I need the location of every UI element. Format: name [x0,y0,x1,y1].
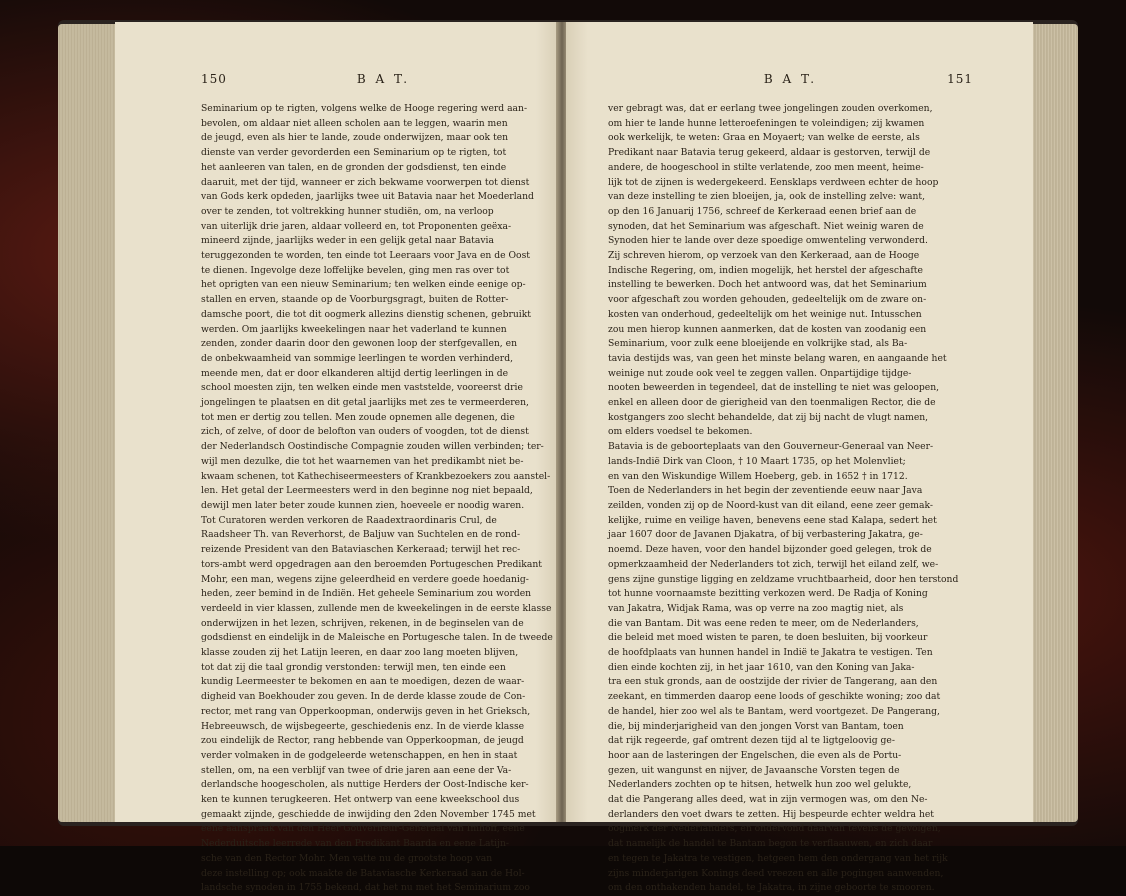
text-line: ken te kunnen terugkeeren. Het ontwerp van eene kweekschool dus [201,794,520,806]
text-line: Raadsheer Th. van Reverhorst, de Baljuw van Suchtelen en de rond- [201,529,521,541]
text-line: len. Het getal der Leermeesters werd in den beginne nog niet bepaald, [201,485,533,497]
text-line: en tegen te Jakatra te vestigen, hetgeen hem den ondergang van het rijk [608,852,948,864]
text-line: dienste van verder gevorderden een Seminarium op te rigten, tot [201,147,507,159]
right-page [566,22,1033,894]
text-line: dien einde kochten zij, in het jaar 1610, van den Koning van Jaka- [608,661,915,673]
text-line: gens zijne gunstige ligging en zeldzame vruchtbaarheid, door hen terstond [608,573,959,585]
text-line: meende men, dat er door elkanderen altijd dertig leerlingen in de [201,367,509,379]
text-line: ook werkelijk, te weten: Graa en Moyaert; van welke de eerste, als [608,132,920,144]
text-line: weinige nut zoude ook veel te zeggen vallen. Onpartijdige tijdge- [608,367,912,379]
text-line: op den 16 Januarij 1756, schreef de Kerkeraad eenen brief aan de [608,205,917,217]
text-line: de jeugd, even als hier te lande, zoude onderwijzen, maar ook ten [201,132,509,144]
text-line: gezen, uit wangunst en nijver, de Javaansche Vorsten tegen de [608,764,900,776]
text-line: Seminarium, voor zulk eene bloeijende en volkrijke stad, als Ba- [608,338,908,350]
text-line: Batavia is de geboorteplaats van den Gouverneur-Generaal van Neer- [608,441,934,453]
text-line: het oprigten van een nieuw Seminarium; ten welken einde eenige op- [201,279,526,291]
page-edges-left [58,24,118,822]
text-line: stallen en erven, staande op de Voorburgsgragt, buiten de Rotter- [201,294,509,306]
text-line: der Nederlandsch Oostindische Compagnie zouden willen verbinden; ter- [201,441,544,453]
text-line: tot hunne voornaamste bezitting verkozen werd. De Radja of Koning [608,588,928,600]
text-line: digheid van Boekhouder zou geven. In de derde klasse zoude de Con- [201,691,526,703]
text-line: zeilden, vonden zij op de Noord-kust van dit eiland, eene zeer gemak- [608,499,933,511]
text-line: Tot Curatoren werden verkoren de Raadextraordinaris Crul, de [201,514,497,526]
text-line: Zij schreven hierom, op verzoek van den Kerkeraad, aan de Hooge [608,250,920,262]
text-line: stellen, om, na een verblijf van twee of drie jaren aan eene der Va- [201,764,512,776]
text-line: van deze instelling te zien bloeijen, ja, ook de instelling zelve: want, [608,191,926,203]
text-line: gemaakt zijnde, geschiedde de inwijding den 2den November 1745 met [201,808,536,820]
text-line: mineerd zijnde, jaarlijks weder in een gelijk getal naar Batavia [201,235,494,247]
text-line: zijns minderjarigen Konings deed vreezen en alle pogingen aanwenden, [608,867,944,879]
left-page-number: 150 [201,72,227,86]
text-line: tot dat zij die taal grondig verstonden: terwijl men, ten einde een [201,661,506,673]
text-line: Indische Regering, om, indien mogelijk, het herstel der afgeschafte [608,264,923,276]
text-line: andere, de hoogeschool in stilte verlatende, zoo men meent, heime- [608,161,924,173]
text-line: teruggezonden te worden, ten einde tot Leeraars voor Java en de Oost [201,250,530,262]
text-line: jongelingen te plaatsen en dit getal jaarlijks met zes te vermeerderen, [201,397,529,409]
text-line: eene aanspraak van den Heer Gouverneur-Generaal van Imhoff, eene [201,823,525,835]
text-line: van Jakatra, Widjak Rama, was op verre na zoo magtig niet, als [608,602,904,614]
text-line: verder volmaken in de godgeleerde wetenschappen, en hen in staat [201,749,518,761]
text-line: enkel en alleen door de gierigheid van den toenmaligen Rector, die de [608,397,936,409]
text-line: jaar 1607 door de Javanen Djakatra, of bij verbastering Jakatra, ge- [608,529,923,541]
text-line: Nederlanders zochten op te hitsen, hetwelk hun zoo wel gelukte, [608,779,912,791]
text-line: reizende President van den Bataviaschen Kerkeraad; terwijl het rec- [201,544,521,556]
text-line: zou eindelijk de Rector, rang hebbende van Opperkoopman, de jeugd [201,735,524,747]
text-line: zeekant, en timmerden daarop eene loods of geschikte woning; zoo dat [608,691,941,703]
left-running-head: B A T. [356,72,411,86]
left-page-body [201,102,566,896]
text-line: oogmerk der Nederlanders, en ondervond daarvan tevens de gevolgen, [608,823,941,835]
text-line: van Gods kerk opdeden, jaarlijks twee uit Batavia naar het Moederland [201,191,534,203]
text-line: die van Bantam. Dit was eene reden te meer, om de Nederlanders, [608,617,919,629]
text-line: onderwijzen in het lezen, schrijven, rekenen, in de beginselen van de [201,617,524,629]
text-line: de onbekwaamheid van sommige leerlingen te worden verhinderd, [201,352,514,364]
text-line: dat namelijk de handel te Bantam begon te verflaauwen, en zich daar [608,838,933,850]
text-line: kostgangers zoo slecht behandelde, dat zij bij nacht de vlugt namen, [608,411,929,423]
text-line: deze instelling op; ook maakte de Bataviasche Kerkeraad aan de Hol- [201,867,525,879]
text-line: klasse zouden zij het Latijn leeren, en daar zoo lang moeten blijven, [201,647,519,659]
text-line: te dienen. Ingevolge deze loffelijke bevelen, ging men ras over tot [201,264,510,276]
text-line: kosten van onderhoud, gedeeltelijk om het weinige nut. Intusschen [608,308,922,320]
text-line: tra een stuk gronds, aan de oostzijde der rivier de Tangerang, aan den [608,676,938,688]
text-line: kundig Leermeester te bekomen en aan te moedigen, dezen de waar- [201,676,525,688]
right-page-number: 151 [947,72,973,86]
text-line: de handel, hier zoo wel als te Bantam, werd voortgezet. De Pangerang, [608,705,940,717]
text-line: noemd. Deze haven, voor den handel bijzonder goed gelegen, trok de [608,544,932,556]
page-edges-right [1030,24,1078,822]
text-line: wijl men dezulke, die tot het waarnemen van het predikambt niet be- [201,455,524,467]
text-line: om hier te lande hunne letteroefeningen te voleindigen; zij kwamen [608,117,925,129]
text-line: Toen de Nederlanders in het begin der zeventiende eeuw naar Java [608,485,923,497]
text-line: verdeeld in vier klassen, zullende men de kweekelingen in de eerste klasse [201,602,552,614]
text-line: hoor aan de lasteringen der Engelschen, die even als de Portu- [608,749,902,761]
text-line: godsdienst en eindelijk in de Maleische en Portugesche talen. In de tweede [201,632,553,644]
text-line: heden, zeer bemind in de Indiën. Het geheele Seminarium zou worden [201,588,532,600]
text-line: nooten beweerden in tegendeel, dat de instelling te niet was geloopen, [608,382,940,394]
text-line: Hebreeuwsch, de wijsbegeerte, geschiedenis enz. In de vierde klasse [201,720,525,732]
right-running-head: B A T. [763,72,818,86]
text-line: derlandsche hoogescholen, als nuttige Herders der Oost-Indische ker- [201,779,529,791]
text-line: die beleid met moed wisten te paren, te doen besluiten, bij voorkeur [608,632,928,644]
text-line: over te zenden, tot voltrekking hunner studiën, om, na verloop [201,205,494,217]
text-line: bevolen, om aldaar niet alleen scholen aan te leggen, waarin men [201,117,508,129]
text-line: Seminarium op te rigten, volgens welke de Hooge regering werd aan- [201,103,528,114]
text-line: Synoden hier te lande over deze spoedige omwenteling verwonderd. [608,235,928,247]
text-line: zich, of zelve, of door de belofton van ouders of voogden, tot de dienst [201,426,529,438]
text-line: lands-Indië Dirk van Cloon, † 10 Maart 1735, op het Molenvliet; [608,455,906,467]
text-line: en van den Wiskundige Willem Hoeberg, geb. in 1652 † in 1712. [608,470,908,482]
text-line: opmerkzaamheid der Nederlanders tot zich, terwijl het eiland zelf, we- [608,558,939,570]
text-line: daaruit, met der tijd, wanneer er zich bekwame voorwerpen tot dienst [201,176,530,188]
text-line: om elders voedsel te bekomen. [608,426,753,438]
right-page-header [608,72,973,94]
text-line: school moesten zijn, ten welken einde men vaststelde, vooreerst drie [201,382,523,394]
text-line: van uiterlijk drie jaren, aldaar volleerd en, tot Proponenten geëxa- [201,220,512,232]
text-line: tors-ambt werd opgedragen aan den beroemden Portugeschen Predikant [201,558,542,570]
text-line: instelling te bewerken. Doch het antwoord was, dat het Seminarium [608,279,927,291]
text-line: dat die Pangerang alles deed, wat in zijn vermogen was, om den Ne- [608,794,928,806]
text-line: landsche synoden in 1755 bekend, dat het nu met het Seminarium zoo [201,882,530,894]
text-line: om den onthakenden handel, te Jakatra, in zijne geboorte te smooren. [608,882,935,894]
text-line: zou men hierop kunnen aanmerken, dat de kosten van zoodanig een [608,323,927,335]
text-line: kwaam schenen, tot Kathechiseermeesters of Krankbezoekers zou aanstel- [201,470,551,482]
text-line: Predikant naar Batavia terug gekeerd, aldaar is gestorven, terwijl de [608,147,931,159]
text-line: dewijl men later beter zoude kunnen zien, hoeveele er noodig waren. [201,499,525,511]
text-line: Mohr, een man, wegens zijne geleerdheid en verdere goede hoedanig- [201,573,529,585]
text-line: lijk tot de zijnen is wedergekeerd. Eensklaps verdween echter de hoop [608,176,939,188]
text-line: kelijke, ruime en veilige haven, benevens eene stad Kalapa, sedert het [608,514,937,526]
text-line: dat rijk regeerde, gaf omtrent dezen tijd al te ligtgeloovig ge- [608,735,895,747]
text-line: tavia destijds was, van geen het minste belang waren, en aangaande het [608,352,947,364]
left-page-header [201,72,566,94]
text-line: voor afgeschaft zou worden gehouden, gedeeltelijk om de zware on- [608,294,927,306]
text-line: die, bij minderjarigheid van den jongen Vorst van Bantam, toen [608,720,904,732]
text-line: de hoofdplaats van hunnen handel in Indië te Jakatra te vestigen. Ten [608,647,933,659]
text-line: derlanders den voet dwars te zetten. Hij bespeurde echter weldra het [608,808,934,820]
text-line: zenden, zonder daarin door den gewonen loop der sterfgevallen, en [201,338,517,350]
text-line: ver gebragt was, dat er eerlang twee jongelingen zouden overkomen, [608,103,933,114]
text-line: synoden, dat het Seminarium was afgeschaft. Niet weinig waren de [608,220,924,232]
text-line: tot men er dertig zou tellen. Men zoude opnemen alle degenen, die [201,411,515,423]
left-page [115,22,558,894]
text-line: het aanleeren van talen, en de gronden der godsdienst, ten einde [201,161,507,173]
text-line: damsche poort, die tot dit oogmerk allezins dienstig schenen, gebruikt [201,308,531,320]
text-line: rector, met rang van Opperkoopman, onderwijs geven in het Grieksch, [201,705,531,717]
text-line: Nederduitsche leerrede van den Predikant Baarda en eene Latijn- [201,838,509,850]
text-line: sche van den Rector Mohr. Men vatte nu de grootste hoop van [201,852,493,864]
right-page-body [608,102,973,896]
text-line: werden. Om jaarlijks kweekelingen naar het vaderland te kunnen [201,323,507,335]
